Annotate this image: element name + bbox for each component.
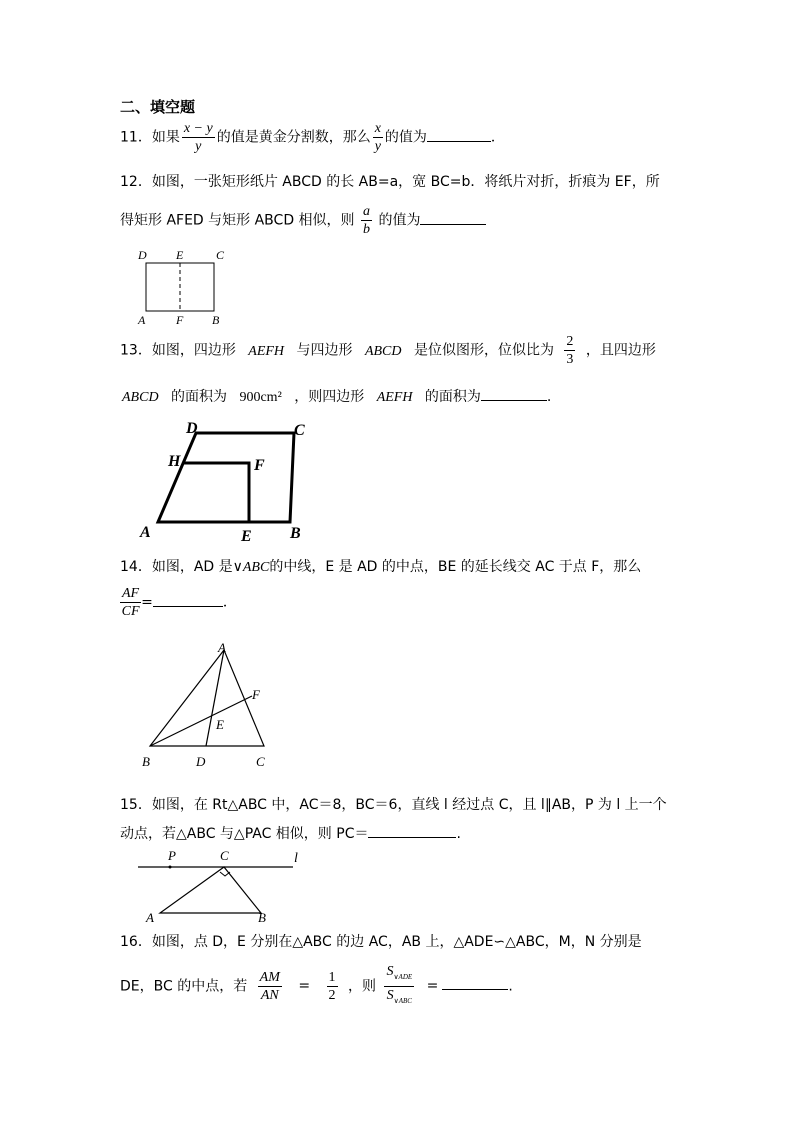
label-B: B [142, 754, 150, 769]
label-C: C [220, 848, 229, 863]
label-F: F [176, 313, 184, 327]
q11-end: ． [490, 129, 505, 146]
q14-triangle: ∨ABC [232, 560, 270, 575]
q13-text-3: 是位似图形，位似比为 [413, 342, 554, 359]
label-A: A [140, 524, 151, 541]
q16-end: . [508, 978, 513, 995]
q11-number: 11． [120, 129, 152, 146]
q14-answer-blank[interactable] [153, 605, 223, 607]
q11-text-3: 的值为 [384, 129, 427, 146]
q11-fraction-2: $\frac{x}{y}$ [374, 121, 381, 154]
q12-text: 得矩形 AFED 与矩形 ABCD 相似，则 [120, 212, 355, 229]
q11-answer-blank[interactable] [427, 140, 491, 142]
q13-text-5: 的面积为 [171, 389, 228, 405]
q13-quad-2: ABCD [364, 343, 402, 359]
label-B: B [212, 313, 220, 327]
q13-text-2: 与四边形 [296, 342, 353, 359]
label-D: D [186, 420, 198, 437]
label-E: E [241, 528, 252, 545]
q15-line-1: 15．如图，在 Rt△ABC 中，AC＝8，BC＝6，直线 l 经过点 C，且 l∥AB，P 为 l 上一个 [120, 797, 667, 813]
q12-line-1: 12．如图，一张矩形纸片 ABCD 的长 AB=a，宽 BC=b．将纸片对折，折痕为 EF，所 [120, 174, 660, 190]
question-13-line-1 [120, 333, 656, 368]
q16-equals-2: = [426, 978, 439, 995]
q13-quad-4: AEFH [376, 390, 413, 405]
q13-end: . [546, 389, 552, 405]
label-H: H [168, 453, 181, 470]
q14-equals: = [141, 594, 153, 611]
label-D: D [196, 754, 206, 769]
section-title: 二、填空题 [120, 98, 196, 116]
label-A: A [146, 910, 154, 925]
label-F: F [254, 457, 265, 474]
q13-text-4: ，且四边形 [585, 342, 656, 359]
question-14-line-2 [120, 585, 237, 620]
q13-text-7: 的面积为 [424, 389, 481, 405]
question-16-line-2 [120, 963, 513, 1010]
label-B: B [258, 910, 266, 925]
q14-text: 14．如图，AD 是 [120, 559, 233, 575]
question-11 [120, 120, 505, 155]
q12-text-2: 的值为 [378, 212, 421, 229]
label-A: A [138, 313, 146, 327]
label-E: E [216, 717, 224, 732]
q15-end: . [456, 826, 461, 842]
q12-fraction: $\frac{a}{b}$ [363, 204, 371, 237]
q13-text-6: ，则四边形 [294, 389, 365, 405]
figure-13-homothetic-quadrilaterals [138, 418, 318, 543]
q11-fraction-1: $\frac{x - y}{y}$ [183, 121, 213, 154]
label-D: D [138, 248, 147, 262]
q13-text: 如图，四边形 [151, 342, 236, 359]
q13-quad-1: AEFH [248, 343, 285, 359]
q14-text-2: 的中线，E 是 AD 的中点，BE 的延长线交 AC 于点 F，那么 [269, 559, 642, 575]
figure-15-right-triangle [138, 846, 318, 926]
q16-text: DE，BC 的中点，若 [120, 978, 248, 995]
q12-answer-blank[interactable] [420, 223, 486, 225]
label-F: F [252, 687, 260, 702]
q13-area: 900cm² [239, 390, 282, 405]
q16-equals-1: = [298, 978, 311, 995]
label-C: C [294, 422, 305, 439]
q16-text-2: ，则 [347, 978, 376, 995]
q14-end: ． [222, 594, 237, 611]
figure-14-triangle [140, 638, 280, 778]
q14-fraction: $\frac{AF}{CF}$ [121, 586, 140, 619]
q13-answer-blank[interactable] [481, 399, 547, 401]
q13-ratio-fraction: $\frac{2}{3}$ [566, 334, 574, 367]
label-E: E [176, 248, 184, 262]
question-14-line-1 [120, 556, 641, 576]
label-A: A [218, 640, 226, 655]
label-l: l [294, 851, 298, 866]
q16-fraction-half: $\frac{1}{2}$ [328, 969, 336, 1003]
label-C: C [216, 248, 225, 262]
q16-line-1: 16．如图，点 D，E 分别在△ABC 的边 AC，AB 上，△ADE∽△ABC，M，N 分别是 [120, 934, 642, 950]
label-C: C [256, 754, 265, 769]
q13-quad-3: ABCD [122, 390, 159, 405]
q16-fraction-area-ratio: $\frac{S_{\vee ADE}}{S_{\vee ABC}}$ [386, 964, 413, 1005]
figure-12-rectangle [130, 246, 230, 326]
q16-answer-blank[interactable] [442, 988, 508, 990]
q11-text-2: 的值是黄金分割数，那么 [216, 129, 371, 146]
question-15-line-2 [120, 823, 461, 843]
q13-number: 13． [120, 342, 152, 359]
q11-text: 如果 [151, 129, 180, 146]
question-13-line-2 [122, 386, 551, 406]
q15-text: 动点，若△ABC 与△PAC 相似，则 PC＝ [120, 826, 369, 842]
question-12-line-2 [120, 203, 486, 238]
q16-fraction-am-an: $\frac{AM}{AN}$ [259, 969, 280, 1003]
label-B: B [290, 525, 301, 542]
label-P: P [168, 848, 176, 863]
q15-answer-blank[interactable] [368, 836, 456, 838]
